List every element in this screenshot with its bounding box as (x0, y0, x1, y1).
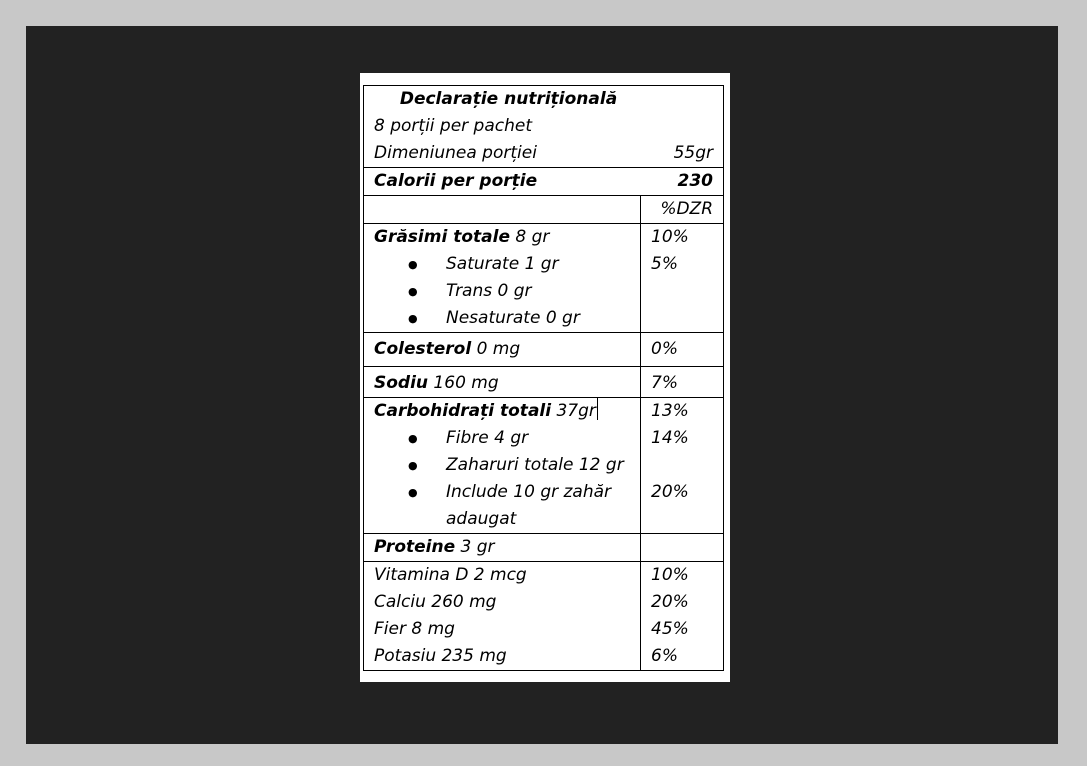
carbs-name: Carbohidrați totali (374, 401, 552, 421)
carbs-dv: 13% (641, 398, 724, 426)
mineral-dv: 6% (641, 643, 724, 671)
carbs-sub-item: ● Include 10 gr zahăr adaugat (374, 479, 640, 533)
table-row (364, 589, 724, 616)
table-row (364, 196, 724, 224)
cholesterol-dv: 0% (641, 333, 724, 367)
carbs-sub-dv (641, 452, 724, 479)
table-row (364, 425, 724, 452)
mineral-dv: 45% (641, 616, 724, 643)
text-cursor (597, 398, 598, 420)
fat-sub-dv (641, 305, 724, 333)
protein-amount: 3 gr (455, 537, 495, 557)
fat-sub-item: ● Nesaturate 0 gr (374, 305, 640, 332)
dv-header: %DZR (641, 196, 724, 224)
fat-name: Grăsimi totale (374, 227, 510, 247)
servings-per-package: 8 porții per pachet (364, 113, 724, 140)
table-row (364, 452, 724, 479)
table-row (364, 398, 724, 426)
calories-label: Calorii per porție (364, 168, 641, 196)
protein-cell (364, 534, 641, 562)
serving-size-label: Dimeniunea porției (364, 140, 641, 168)
table-row (364, 534, 724, 562)
fat-sub-item: ● Saturate 1 gr (374, 251, 640, 278)
serving-size-value: 55gr (641, 140, 724, 168)
table-row (364, 305, 724, 333)
table-row (364, 616, 724, 643)
sodium-dv: 7% (641, 367, 724, 398)
carbs-cell (364, 398, 641, 426)
table-row (364, 113, 724, 140)
mineral-dv: 20% (641, 589, 724, 616)
cholesterol-cell (364, 333, 641, 367)
fat-dv: 10% (641, 224, 724, 252)
sodium-cell (364, 367, 641, 398)
table-row (364, 278, 724, 305)
empty-cell (364, 196, 641, 224)
carbs-sub-dv: 20% (641, 479, 724, 534)
calories-value: 230 (641, 168, 724, 196)
mineral-name: Calciu 260 mg (364, 589, 641, 616)
carbs-sub-item: ● Zaharuri totale 12 gr (374, 452, 640, 479)
mineral-dv: 10% (641, 562, 724, 590)
nutrition-facts-table (363, 85, 724, 671)
mineral-name: Vitamina D 2 mcg (364, 562, 641, 590)
fat-sub-dv (641, 278, 724, 305)
table-row (364, 251, 724, 278)
table-row (364, 140, 724, 168)
mineral-name: Potasiu 235 mg (364, 643, 641, 671)
fat-amount: 8 gr (509, 227, 550, 247)
fat-cell (364, 224, 641, 252)
table-row (364, 333, 724, 367)
carbs-sub-dv: 14% (641, 425, 724, 452)
document-viewport (26, 26, 1058, 744)
table-row (364, 224, 724, 252)
table-row (364, 562, 724, 590)
nutrition-title: Declarație nutrițională (364, 86, 724, 114)
carbs-sub-item: ● Fibre 4 gr (374, 425, 640, 452)
document-page (360, 73, 730, 682)
protein-name: Proteine (374, 537, 456, 557)
table-row (364, 86, 724, 114)
carbs-amount: 37gr (551, 401, 596, 421)
table-row (364, 168, 724, 196)
fat-sub-dv: 5% (641, 251, 724, 278)
table-row (364, 479, 724, 534)
table-row (364, 643, 724, 671)
protein-dv (641, 534, 724, 562)
mineral-name: Fier 8 mg (364, 616, 641, 643)
fat-sub-item: ● Trans 0 gr (374, 278, 640, 305)
sodium-amount: 160 mg (428, 373, 499, 393)
sodium-name: Sodiu (374, 373, 429, 393)
cholesterol-amount: 0 mg (471, 339, 521, 359)
cholesterol-name: Colesterol (374, 339, 472, 359)
table-row (364, 367, 724, 398)
